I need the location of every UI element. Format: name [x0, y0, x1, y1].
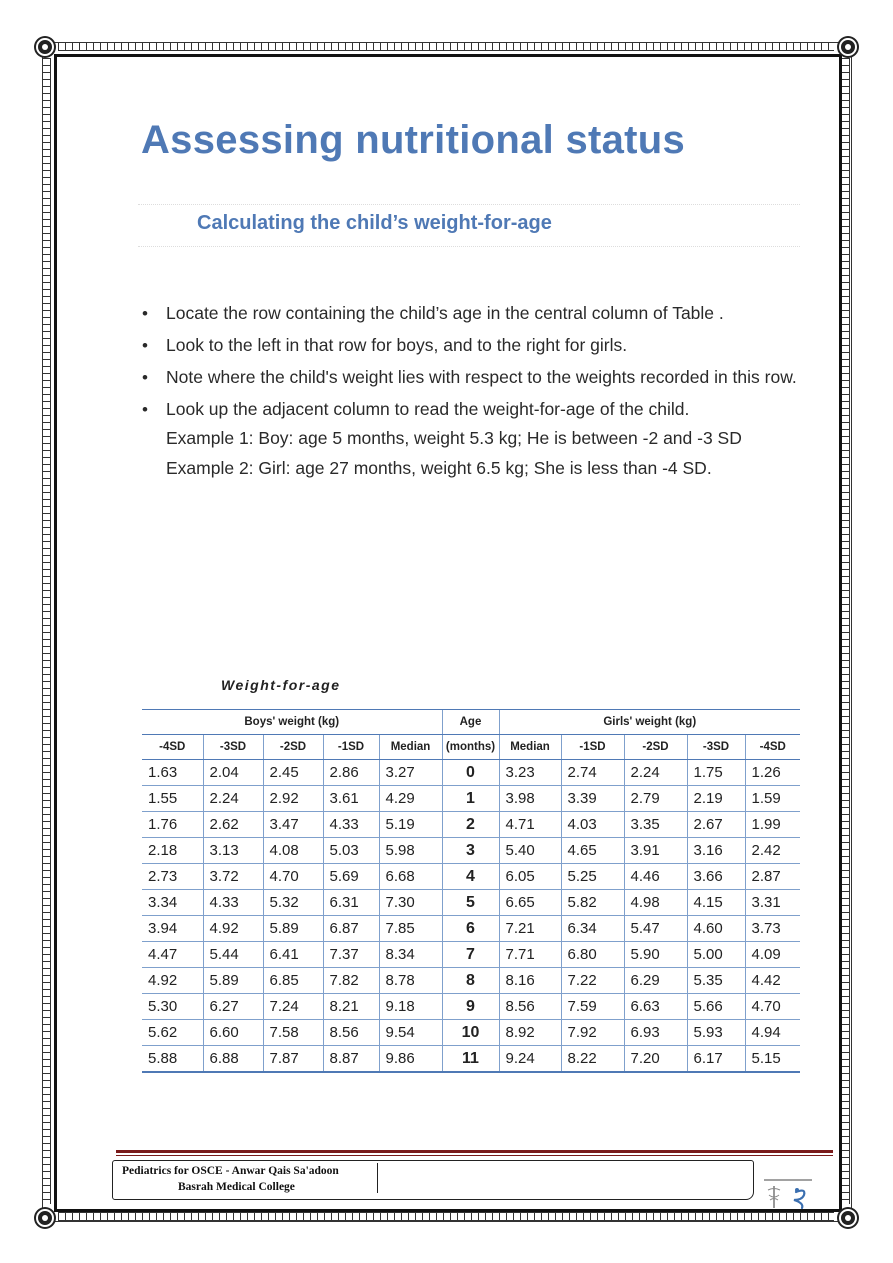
table-cell: 5.03	[323, 838, 379, 864]
page-title: Assessing nutritional status	[141, 118, 686, 162]
table-cell: 5.62	[142, 1020, 203, 1046]
table-cell: 5.19	[379, 812, 442, 838]
corner-ornament-icon	[36, 38, 54, 56]
table-cell: 6.63	[624, 994, 687, 1020]
table-cell: 3.23	[499, 760, 561, 786]
table-cell: 8.92	[499, 1020, 561, 1046]
table-cell: 6.88	[203, 1046, 263, 1073]
list-item	[140, 302, 805, 325]
table-cell: 4.33	[323, 812, 379, 838]
table-cell: 1.26	[745, 760, 800, 786]
table-cell: 1.59	[745, 786, 800, 812]
table-cell: 3.66	[687, 864, 745, 890]
table-cell: 7.92	[561, 1020, 624, 1046]
column-header: Median	[379, 735, 442, 760]
table-row	[142, 838, 800, 864]
age-cell: 7	[442, 942, 499, 968]
table-cell: 5.40	[499, 838, 561, 864]
table-cell: 5.69	[323, 864, 379, 890]
footer-rule	[116, 1150, 833, 1153]
table-cell: 3.27	[379, 760, 442, 786]
table-row	[142, 1046, 800, 1073]
instruction-list	[140, 302, 805, 480]
table-cell: 4.42	[745, 968, 800, 994]
list-item	[140, 366, 805, 389]
table-cell: 7.87	[263, 1046, 323, 1073]
border-bottom-ruler	[58, 1212, 834, 1221]
table-cell: 2.74	[561, 760, 624, 786]
table-cell: 4.47	[142, 942, 203, 968]
table-cell: 6.41	[263, 942, 323, 968]
example-1: Example 1: Boy: age 5 months, weight 5.3 kg; He is between -2 and -3 SD	[166, 428, 742, 448]
corner-ornament-icon	[839, 38, 857, 56]
table-cell: 2.45	[263, 760, 323, 786]
table-cell: 5.47	[624, 916, 687, 942]
table-cell: 8.87	[323, 1046, 379, 1073]
bullet-icon: •	[142, 336, 148, 355]
table-cell: 2.79	[624, 786, 687, 812]
table-cell: 2.86	[323, 760, 379, 786]
table-cell: 4.09	[745, 942, 800, 968]
table-row	[142, 942, 800, 968]
table-cell: 5.90	[624, 942, 687, 968]
table-cell: 5.89	[203, 968, 263, 994]
table-cell: 8.56	[323, 1020, 379, 1046]
footer-college: Basrah Medical College	[178, 1181, 295, 1193]
table-cell: 5.25	[561, 864, 624, 890]
table-cell: 7.30	[379, 890, 442, 916]
table-cell: 6.87	[323, 916, 379, 942]
table-cell: 6.68	[379, 864, 442, 890]
table-cell: 9.54	[379, 1020, 442, 1046]
table-cell: 5.44	[203, 942, 263, 968]
table-cell: 2.24	[203, 786, 263, 812]
table-cell: 5.93	[687, 1020, 745, 1046]
column-header: -2SD	[624, 735, 687, 760]
table-cell: 3.13	[203, 838, 263, 864]
boys-weight-header: Boys' weight (kg)	[142, 710, 442, 735]
table-cell: 8.21	[323, 994, 379, 1020]
table-cell: 2.24	[624, 760, 687, 786]
age-cell: 9	[442, 994, 499, 1020]
table-cell: 7.20	[624, 1046, 687, 1073]
table-cell: 7.71	[499, 942, 561, 968]
list-item-text: Note where the child's weight lies with respect to the weights recorded in this row.	[166, 367, 797, 387]
table-row	[142, 916, 800, 942]
table-row	[142, 786, 800, 812]
table-cell: 8.34	[379, 942, 442, 968]
age-cell: 3	[442, 838, 499, 864]
column-header: -4SD	[142, 735, 203, 760]
table-cell: 8.56	[499, 994, 561, 1020]
table-cell: 6.29	[624, 968, 687, 994]
border-right-ruler	[841, 58, 850, 1204]
table-cell: 6.93	[624, 1020, 687, 1046]
list-item	[140, 334, 805, 357]
weight-for-age-table	[142, 709, 800, 1073]
age-cell: 10	[442, 1020, 499, 1046]
table-cell: 2.87	[745, 864, 800, 890]
table-cell: 1.99	[745, 812, 800, 838]
table-cell: 2.18	[142, 838, 203, 864]
table-cell: 4.71	[499, 812, 561, 838]
table-cell: 5.00	[687, 942, 745, 968]
age-cell: 2	[442, 812, 499, 838]
table-cell: 1.55	[142, 786, 203, 812]
corner-ornament-icon	[839, 1209, 857, 1227]
table-cell: 7.85	[379, 916, 442, 942]
footer-author: Pediatrics for OSCE - Anwar Qais Sa'adoon	[122, 1165, 339, 1177]
footer-credit	[122, 1163, 376, 1195]
column-header: Median	[499, 735, 561, 760]
table-cell: 5.88	[142, 1046, 203, 1073]
table-cell: 9.24	[499, 1046, 561, 1073]
list-item-text: Locate the row containing the child’s age in the central column of Table .	[166, 303, 724, 323]
age-cell: 11	[442, 1046, 499, 1073]
bullet-icon: •	[142, 304, 148, 323]
table-cell: 7.82	[323, 968, 379, 994]
table-cell: 5.66	[687, 994, 745, 1020]
age-cell: 8	[442, 968, 499, 994]
table-cell: 4.08	[263, 838, 323, 864]
table-cell: 6.05	[499, 864, 561, 890]
table-cell: 6.27	[203, 994, 263, 1020]
column-header: -3SD	[203, 735, 263, 760]
table-cell: 8.78	[379, 968, 442, 994]
table-cell: 5.98	[379, 838, 442, 864]
table-row	[142, 890, 800, 916]
table-cell: 8.16	[499, 968, 561, 994]
table-cell: 2.62	[203, 812, 263, 838]
column-header: -3SD	[687, 735, 745, 760]
table-cell: 7.21	[499, 916, 561, 942]
table-cell: 2.04	[203, 760, 263, 786]
table-cell: 3.31	[745, 890, 800, 916]
column-header: -2SD	[263, 735, 323, 760]
bullet-icon: •	[142, 368, 148, 387]
table-cell: 9.86	[379, 1046, 442, 1073]
border-left-ruler	[42, 58, 51, 1204]
list-item	[140, 398, 805, 480]
bullet-icon: •	[142, 400, 148, 419]
table-cell: 4.94	[745, 1020, 800, 1046]
age-cell: 0	[442, 760, 499, 786]
table-cell: 4.65	[561, 838, 624, 864]
table-cell: 3.34	[142, 890, 203, 916]
table-cell: 6.65	[499, 890, 561, 916]
table-cell: 4.70	[263, 864, 323, 890]
table-row	[142, 760, 800, 786]
table-cell: 5.82	[561, 890, 624, 916]
table-cell: 6.34	[561, 916, 624, 942]
table-cell: 4.60	[687, 916, 745, 942]
table-cell: 2.92	[263, 786, 323, 812]
table-cell: 4.92	[142, 968, 203, 994]
table-cell: 3.16	[687, 838, 745, 864]
table-cell: 3.98	[499, 786, 561, 812]
border-top-ruler	[58, 42, 834, 51]
section-subtitle: Calculating the child’s weight-for-age	[197, 212, 552, 234]
table-cell: 7.37	[323, 942, 379, 968]
age-cell: 4	[442, 864, 499, 890]
table-row	[142, 812, 800, 838]
table-cell: 8.22	[561, 1046, 624, 1073]
table-cell: 7.59	[561, 994, 624, 1020]
age-cell: 5	[442, 890, 499, 916]
table-cell: 4.46	[624, 864, 687, 890]
table-row	[142, 994, 800, 1020]
table-cell: 1.76	[142, 812, 203, 838]
list-item-text: Look up the adjacent column to read the weight-for-age of the child.	[166, 399, 690, 419]
table-cell: 3.94	[142, 916, 203, 942]
footer-divider	[377, 1163, 378, 1193]
table-cell: 6.60	[203, 1020, 263, 1046]
table-cell: 4.70	[745, 994, 800, 1020]
table-row	[142, 968, 800, 994]
table-cell: 7.22	[561, 968, 624, 994]
table-cell: 4.33	[203, 890, 263, 916]
table-cell: 3.73	[745, 916, 800, 942]
table-cell: 4.15	[687, 890, 745, 916]
table-cell: 1.63	[142, 760, 203, 786]
table-cell: 9.18	[379, 994, 442, 1020]
table-cell: 5.35	[687, 968, 745, 994]
column-header: -1SD	[561, 735, 624, 760]
table-cell: 3.72	[203, 864, 263, 890]
table-cell: 4.03	[561, 812, 624, 838]
table-row	[142, 1020, 800, 1046]
list-item-text: Look to the left in that row for boys, and to the right for girls.	[166, 335, 628, 355]
table-cell: 4.92	[203, 916, 263, 942]
age-cell: 1	[442, 786, 499, 812]
age-cell: 6	[442, 916, 499, 942]
table-cell: 2.73	[142, 864, 203, 890]
table-cell: 3.61	[323, 786, 379, 812]
table-cell: 1.75	[687, 760, 745, 786]
table-cell: 2.67	[687, 812, 745, 838]
table-cell: 3.91	[624, 838, 687, 864]
subtitle-rule-bottom	[138, 246, 800, 247]
footer-rule-thin	[116, 1155, 833, 1156]
table-cell: 4.98	[624, 890, 687, 916]
table-cell: 6.31	[323, 890, 379, 916]
table-cell: 6.17	[687, 1046, 745, 1073]
column-header: -1SD	[323, 735, 379, 760]
girls-weight-header: Girls' weight (kg)	[499, 710, 800, 735]
column-header: -4SD	[745, 735, 800, 760]
table-caption: Weight-for-age	[221, 677, 341, 693]
table-cell: 5.89	[263, 916, 323, 942]
table-cell: 7.24	[263, 994, 323, 1020]
table-row	[142, 864, 800, 890]
table-cell: 5.30	[142, 994, 203, 1020]
table-cell: 2.19	[687, 786, 745, 812]
table-cell: 6.85	[263, 968, 323, 994]
subtitle-rule-top	[138, 204, 800, 205]
caduceus-logo-icon	[760, 1178, 816, 1210]
table-cell: 6.80	[561, 942, 624, 968]
table-cell: 4.29	[379, 786, 442, 812]
age-unit-header: (months)	[442, 735, 499, 760]
table-cell: 5.32	[263, 890, 323, 916]
example-2: Example 2: Girl: age 27 months, weight 6.5 kg; She is less than -4 SD.	[166, 458, 712, 478]
table-cell: 3.39	[561, 786, 624, 812]
table-cell: 3.47	[263, 812, 323, 838]
table-cell: 5.15	[745, 1046, 800, 1073]
age-header: Age	[442, 710, 499, 735]
corner-ornament-icon	[36, 1209, 54, 1227]
table-cell: 2.42	[745, 838, 800, 864]
table-cell: 3.35	[624, 812, 687, 838]
table-cell: 7.58	[263, 1020, 323, 1046]
